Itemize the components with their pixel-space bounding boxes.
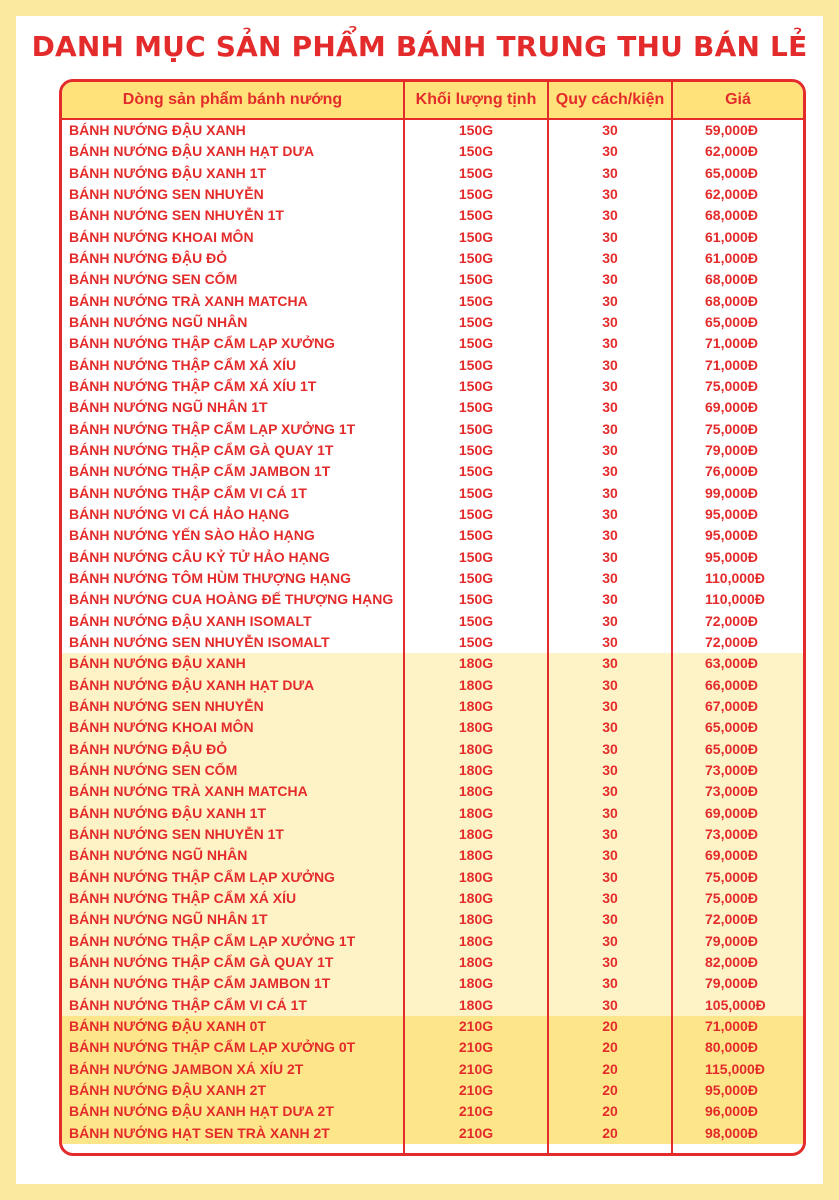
pack-qty: 30 <box>602 484 618 501</box>
net-weight: 150G <box>458 612 494 629</box>
pack-qty: 30 <box>602 420 618 437</box>
net-weight: 180G <box>458 975 494 992</box>
product-name: BÁNH NƯỚNG THẬP CẨM VI CÁ 1T <box>69 996 307 1013</box>
net-weight: 210G <box>458 1060 494 1077</box>
price: 75,000Đ <box>705 889 758 906</box>
product-name: BÁNH NƯỚNG ĐẬU XANH HẠT DƯA <box>69 676 315 693</box>
product-name: BÁNH NƯỚNG THẬP CẨM XÁ XÍU <box>69 889 297 906</box>
header-product: Dòng sản phẩm bánh nướng <box>122 91 343 108</box>
price: 62,000Đ <box>705 185 758 202</box>
table-row <box>62 1059 803 1080</box>
pack-qty: 30 <box>602 207 618 224</box>
net-weight: 150G <box>458 122 494 138</box>
pack-qty: 20 <box>602 1017 618 1034</box>
table-row <box>62 419 803 440</box>
table-row <box>62 589 803 610</box>
price: 71,000Đ <box>705 356 758 373</box>
product-name: BÁNH NƯỚNG ĐẬU ĐỎ <box>69 740 228 757</box>
price: 79,000Đ <box>705 441 758 458</box>
net-weight: 180G <box>458 761 494 778</box>
product-name: BÁNH NƯỚNG THẬP CẨM JAMBON 1T <box>69 463 331 480</box>
product-name: BÁNH NƯỚNG NGŨ NHÂN <box>69 313 248 330</box>
price: 75,000Đ <box>705 420 758 437</box>
product-name: BÁNH NƯỚNG ĐẬU ĐỎ <box>69 249 228 266</box>
net-weight: 150G <box>458 484 494 501</box>
net-weight: 210G <box>458 1039 494 1056</box>
pack-qty: 30 <box>602 441 618 458</box>
table-row <box>62 739 803 760</box>
product-name: BÁNH NƯỚNG YẾN SÀO HẢO HẠNG <box>69 527 315 544</box>
table-row <box>62 867 803 888</box>
price: 68,000Đ <box>705 292 758 309</box>
net-weight: 150G <box>458 313 494 330</box>
table-row <box>62 376 803 397</box>
table-row <box>62 163 803 184</box>
table-row <box>62 269 803 290</box>
pack-qty: 30 <box>602 697 618 714</box>
pack-qty: 30 <box>602 185 618 202</box>
pack-qty: 30 <box>602 249 618 266</box>
product-name: BÁNH NƯỚNG KHOAI MÔN <box>69 719 254 736</box>
net-weight: 180G <box>458 825 494 842</box>
net-weight: 150G <box>458 228 494 245</box>
table-row <box>62 717 803 738</box>
net-weight: 150G <box>458 463 494 480</box>
product-name: BÁNH NƯỚNG NGŨ NHÂN 1T <box>69 911 268 928</box>
price: 75,000Đ <box>705 377 758 394</box>
price: 95,000Đ <box>705 527 758 544</box>
table-row <box>62 931 803 952</box>
pack-qty: 30 <box>602 292 618 309</box>
table-row <box>62 611 803 632</box>
pack-qty: 30 <box>602 271 618 288</box>
table-row <box>62 397 803 418</box>
net-weight: 210G <box>458 1103 494 1120</box>
pack-qty: 30 <box>602 633 618 650</box>
table-row <box>62 995 803 1016</box>
table-row <box>62 248 803 269</box>
table-row <box>62 1123 803 1144</box>
product-name: BÁNH NƯỚNG TRÀ XANH MATCHA <box>69 292 308 309</box>
price: 65,000Đ <box>705 313 758 330</box>
product-name: BÁNH NƯỚNG HẠT SEN TRÀ XANH 2T <box>69 1124 330 1141</box>
price: 73,000Đ <box>705 825 758 842</box>
pack-qty: 30 <box>602 399 618 416</box>
product-name: BÁNH NƯỚNG CUA HOÀNG ĐẾ THƯỢNG HẠNG <box>69 591 394 608</box>
product-name: BÁNH NƯỚNG THẬP CẨM XÁ XÍU 1T <box>69 377 317 394</box>
pack-qty: 30 <box>602 932 618 949</box>
pack-qty: 20 <box>602 1124 618 1141</box>
table-row <box>62 355 803 376</box>
product-name: BÁNH NƯỚNG ĐẬU XANH <box>69 655 246 672</box>
table-row <box>62 291 803 312</box>
table-row <box>62 696 803 717</box>
net-weight: 180G <box>458 932 494 949</box>
table-row <box>62 1037 803 1058</box>
pack-qty: 30 <box>602 377 618 394</box>
table-row <box>62 312 803 333</box>
product-name: BÁNH NƯỚNG ĐẬU XANH <box>69 122 246 138</box>
net-weight: 150G <box>458 569 494 586</box>
product-name: BÁNH NƯỚNG ĐẬU XANH HẠT DƯA 2T <box>69 1103 334 1120</box>
price: 79,000Đ <box>705 975 758 992</box>
product-name: BÁNH NƯỚNG THẬP CẨM LẠP XƯỞNG 1T <box>69 420 356 437</box>
net-weight: 150G <box>458 164 494 181</box>
net-weight: 150G <box>458 420 494 437</box>
pack-qty: 30 <box>602 505 618 522</box>
price: 72,000Đ <box>705 633 758 650</box>
product-name: BÁNH NƯỚNG TÔM HÙM THƯỢNG HẠNG <box>69 569 351 586</box>
price: 80,000Đ <box>705 1039 758 1056</box>
column-divider <box>403 82 405 1153</box>
table-row <box>62 845 803 866</box>
price: 79,000Đ <box>705 932 758 949</box>
net-weight: 150G <box>458 185 494 202</box>
product-name: BÁNH NƯỚNG TRÀ XANH MATCHA <box>69 783 308 800</box>
price: 68,000Đ <box>705 271 758 288</box>
pack-qty: 30 <box>602 804 618 821</box>
product-name: BÁNH NƯỚNG JAMBON XÁ XÍU 2T <box>69 1060 304 1077</box>
price: 69,000Đ <box>705 847 758 864</box>
price: 110,000Đ <box>705 591 765 608</box>
table-row <box>62 803 803 824</box>
price: 82,000Đ <box>705 953 758 970</box>
net-weight: 150G <box>458 249 494 266</box>
price: 75,000Đ <box>705 868 758 885</box>
table-header <box>62 82 803 120</box>
product-name: BÁNH NƯỚNG SEN NHUYỄN ISOMALT <box>69 633 330 650</box>
pack-qty: 30 <box>602 975 618 992</box>
pack-qty: 30 <box>602 996 618 1013</box>
table-row <box>62 952 803 973</box>
price: 71,000Đ <box>705 1017 758 1034</box>
pack-qty: 20 <box>602 1060 618 1077</box>
pack-qty: 30 <box>602 676 618 693</box>
table-row <box>62 909 803 930</box>
price: 95,000Đ <box>705 1081 758 1098</box>
table-row <box>62 227 803 248</box>
net-weight: 180G <box>458 783 494 800</box>
net-weight: 210G <box>458 1124 494 1141</box>
price: 66,000Đ <box>705 676 758 693</box>
product-name: BÁNH NƯỚNG THẬP CẨM LẠP XƯỞNG 0T <box>69 1039 356 1056</box>
pack-qty: 30 <box>602 655 618 672</box>
pack-qty: 30 <box>602 313 618 330</box>
price: 69,000Đ <box>705 399 758 416</box>
pack-qty: 30 <box>602 335 618 352</box>
pack-qty: 30 <box>602 228 618 245</box>
product-name: BÁNH NƯỚNG SEN NHUYỄN <box>69 697 264 714</box>
net-weight: 210G <box>458 1081 494 1098</box>
table-row <box>62 973 803 994</box>
pack-qty: 30 <box>602 889 618 906</box>
net-weight: 150G <box>458 633 494 650</box>
product-name: BÁNH NƯỚNG ĐẬU XANH HẠT DƯA <box>69 143 315 160</box>
product-name: BÁNH NƯỚNG THẬP CẨM LẠP XƯỞNG <box>69 335 335 352</box>
net-weight: 180G <box>458 804 494 821</box>
product-name: BÁNH NƯỚNG ĐẬU XANH 2T <box>69 1081 267 1098</box>
header-pack: Quy cách/kiện <box>555 91 665 108</box>
table-row <box>62 525 803 546</box>
product-name: BÁNH NƯỚNG THẬP CẨM VI CÁ 1T <box>69 484 307 501</box>
product-name: BÁNH NƯỚNG THẬP CẨM GÀ QUAY 1T <box>69 953 334 970</box>
product-name: BÁNH NƯỚNG ĐẬU XANH 0T <box>69 1017 267 1034</box>
table-row <box>62 504 803 525</box>
price: 99,000Đ <box>705 484 758 501</box>
pack-qty: 30 <box>602 122 618 138</box>
net-weight: 180G <box>458 740 494 757</box>
price: 65,000Đ <box>705 719 758 736</box>
pack-qty: 30 <box>602 953 618 970</box>
table-row <box>62 653 803 674</box>
product-name: BÁNH NƯỚNG THẬP CẨM GÀ QUAY 1T <box>69 441 334 458</box>
price: 95,000Đ <box>705 548 758 565</box>
net-weight: 150G <box>458 335 494 352</box>
pack-qty: 30 <box>602 825 618 842</box>
table-row <box>62 483 803 504</box>
product-name: BÁNH NƯỚNG SEN CỐM <box>69 761 238 778</box>
price: 96,000Đ <box>705 1103 758 1120</box>
price: 72,000Đ <box>705 911 758 928</box>
table-row <box>62 205 803 226</box>
table-row <box>62 632 803 653</box>
pack-qty: 30 <box>602 569 618 586</box>
net-weight: 180G <box>458 676 494 693</box>
net-weight: 180G <box>458 868 494 885</box>
product-name: BÁNH NƯỚNG SEN CỐM <box>69 271 238 288</box>
product-name: BÁNH NƯỚNG ĐẬU XANH 1T <box>69 804 267 821</box>
net-weight: 150G <box>458 356 494 373</box>
pack-qty: 30 <box>602 527 618 544</box>
net-weight: 150G <box>458 505 494 522</box>
net-weight: 180G <box>458 719 494 736</box>
page-title: DANH MỤC SẢN PHẨM BÁNH TRUNG THU BÁN LẺ <box>31 30 808 63</box>
product-name: BÁNH NƯỚNG THẬP CẨM LẠP XƯỞNG 1T <box>69 932 356 949</box>
price: 61,000Đ <box>705 228 758 245</box>
pack-qty: 20 <box>602 1103 618 1120</box>
net-weight: 180G <box>458 847 494 864</box>
net-weight: 150G <box>458 377 494 394</box>
pack-qty: 30 <box>602 548 618 565</box>
price: 73,000Đ <box>705 761 758 778</box>
table-row <box>62 888 803 909</box>
table-row <box>62 781 803 802</box>
price: 76,000Đ <box>705 463 758 480</box>
table-row <box>62 824 803 845</box>
price: 110,000Đ <box>705 569 765 586</box>
pack-qty: 30 <box>602 911 618 928</box>
pack-qty: 30 <box>602 761 618 778</box>
price: 67,000Đ <box>705 697 758 714</box>
pack-qty: 30 <box>602 740 618 757</box>
product-name: BÁNH NƯỚNG CÂU KỶ TỬ HẢO HẠNG <box>69 548 330 565</box>
net-weight: 150G <box>458 143 494 160</box>
product-name: BÁNH NƯỚNG VI CÁ HẢO HẠNG <box>69 505 290 522</box>
pack-qty: 30 <box>602 612 618 629</box>
pack-qty: 30 <box>602 868 618 885</box>
product-name: BÁNH NƯỚNG THẬP CẨM XÁ XÍU <box>69 356 297 373</box>
table-row <box>62 1016 803 1037</box>
net-weight: 150G <box>458 591 494 608</box>
price: 59,000Đ <box>705 122 758 138</box>
table-row <box>62 333 803 354</box>
price: 61,000Đ <box>705 249 758 266</box>
net-weight: 150G <box>458 548 494 565</box>
table-row <box>62 461 803 482</box>
price: 69,000Đ <box>705 804 758 821</box>
table-row <box>62 1080 803 1101</box>
net-weight: 180G <box>458 889 494 906</box>
pack-qty: 20 <box>602 1081 618 1098</box>
price: 65,000Đ <box>705 164 758 181</box>
net-weight: 150G <box>458 399 494 416</box>
price: 72,000Đ <box>705 612 758 629</box>
pack-qty: 30 <box>602 591 618 608</box>
price: 115,000Đ <box>705 1060 765 1077</box>
price: 71,000Đ <box>705 335 758 352</box>
product-name: BÁNH NƯỚNG SEN NHUYỄN 1T <box>69 207 284 224</box>
product-name: BÁNH NƯỚNG KHOAI MÔN <box>69 228 254 245</box>
price: 68,000Đ <box>705 207 758 224</box>
header-weight: Khối lượng tịnh <box>415 91 537 108</box>
product-name: BÁNH NƯỚNG THẬP CẨM LẠP XƯỞNG <box>69 868 335 885</box>
net-weight: 180G <box>458 697 494 714</box>
net-weight: 180G <box>458 996 494 1013</box>
pack-qty: 30 <box>602 847 618 864</box>
price: 65,000Đ <box>705 740 758 757</box>
net-weight: 150G <box>458 207 494 224</box>
net-weight: 150G <box>458 271 494 288</box>
price: 98,000Đ <box>705 1124 758 1141</box>
product-name: BÁNH NƯỚNG NGŨ NHÂN <box>69 847 248 864</box>
table-row <box>62 760 803 781</box>
table-row <box>62 120 803 141</box>
price: 62,000Đ <box>705 143 758 160</box>
price: 105,000Đ <box>705 996 766 1013</box>
pack-qty: 30 <box>602 356 618 373</box>
product-name: BÁNH NƯỚNG ĐẬU XANH ISOMALT <box>69 612 312 629</box>
pack-qty: 30 <box>602 143 618 160</box>
column-divider <box>547 82 549 1153</box>
pack-qty: 30 <box>602 783 618 800</box>
table-row <box>62 675 803 696</box>
net-weight: 150G <box>458 527 494 544</box>
column-divider <box>671 82 673 1153</box>
table-row <box>62 547 803 568</box>
price-table <box>59 79 806 1156</box>
net-weight: 180G <box>458 911 494 928</box>
product-name: BÁNH NƯỚNG NGŨ NHÂN 1T <box>69 399 268 416</box>
pack-qty: 30 <box>602 164 618 181</box>
pack-qty: 30 <box>602 719 618 736</box>
net-weight: 180G <box>458 953 494 970</box>
product-name: BÁNH NƯỚNG SEN NHUYỄN 1T <box>69 825 284 842</box>
product-name: BÁNH NƯỚNG THẬP CẨM JAMBON 1T <box>69 975 331 992</box>
net-weight: 180G <box>458 655 494 672</box>
table-row <box>62 184 803 205</box>
price: 95,000Đ <box>705 505 758 522</box>
table-row <box>62 1101 803 1122</box>
pack-qty: 20 <box>602 1039 618 1056</box>
product-name: BÁNH NƯỚNG SEN NHUYỄN <box>69 185 264 202</box>
table-row <box>62 440 803 461</box>
pack-qty: 30 <box>602 463 618 480</box>
price: 63,000Đ <box>705 655 758 672</box>
product-name: BÁNH NƯỚNG ĐẬU XANH 1T <box>69 164 267 181</box>
price: 73,000Đ <box>705 783 758 800</box>
table-row <box>62 141 803 162</box>
table-row <box>62 568 803 589</box>
net-weight: 150G <box>458 441 494 458</box>
net-weight: 210G <box>458 1017 494 1034</box>
header-price: Giá <box>725 91 751 108</box>
net-weight: 150G <box>458 292 494 309</box>
